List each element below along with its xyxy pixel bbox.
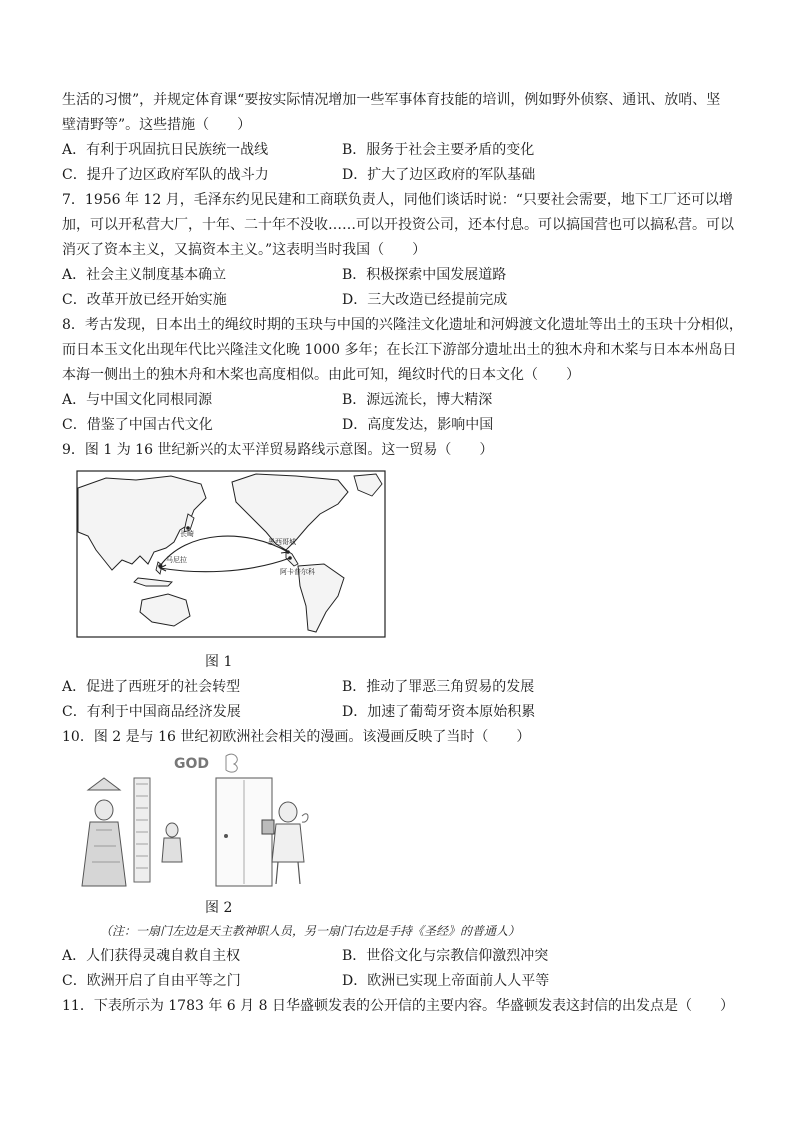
q10-option-c[interactable]: C．欧洲开启了自由平等之门	[62, 973, 241, 989]
pacific-trade-route-map	[76, 470, 386, 638]
small-figure-head	[166, 823, 178, 837]
q7-option-d[interactable]: D．三大改造已经提前完成	[342, 292, 508, 308]
q10-stem-line-1: 10．图 2 是与 16 世纪初欧洲社会相关的漫画。该漫画反映了当时（ ）	[62, 729, 531, 745]
clergy-mitre-icon	[88, 778, 120, 790]
map-label-manila: 马尼拉	[166, 556, 187, 564]
commoner-body	[272, 824, 304, 862]
q6-stem-line-2: 壁清野等”。这些措施（ ）	[62, 117, 252, 133]
clergy-robe	[82, 822, 126, 886]
q11-stem-line-1: 11．下表所示为 1783 年 6 月 8 日华盛顿发表的公开信的主要内容。华盛顿发表这封信的出发点是（ ）	[62, 998, 734, 1014]
q7-option-a[interactable]: A．社会主义制度基本确立	[62, 267, 227, 283]
commoner-head	[279, 802, 297, 822]
q9-option-a[interactable]: A．促进了西班牙的社会转型	[62, 679, 241, 695]
q10-option-d[interactable]: D．欧洲已实现上帝面前人人平等	[342, 973, 550, 989]
decorative-scroll-icon	[226, 754, 237, 772]
left-door-pillar	[134, 778, 150, 882]
commoner-wing-icon	[302, 814, 308, 822]
map-label-mexico-city: 墨西哥城	[268, 538, 296, 546]
mexico-city-marker	[286, 550, 290, 554]
map-label-acapulco: 阿卡普尔科	[280, 568, 315, 576]
q10-option-a[interactable]: A．人们获得灵魂自救自主权	[62, 948, 241, 964]
q7-stem-line-1: 7．1956 年 12 月，毛泽东约见民建和工商联负责人，同他们谈话时说：“只要社会需要，地下工厂还可以增	[62, 192, 733, 208]
q8-option-a[interactable]: A．与中国文化同根同源	[62, 392, 213, 408]
q7-option-b[interactable]: B．积极探索中国发展道路	[342, 267, 507, 283]
q8-option-d[interactable]: D．高度发达，影响中国	[342, 417, 494, 433]
q8-stem-line-1: 8．考古发现，日本出土的绳纹时期的玉玦与中国的兴隆洼文化遗址和河姆渡文化遗址等出土的玉玦十分相似，	[62, 317, 743, 333]
q6-option-a[interactable]: A．有利于巩固抗日民族统一战线	[62, 142, 269, 158]
map-label-nagasaki: 长崎	[180, 530, 194, 538]
small-figure-body	[162, 838, 182, 862]
q6-stem-line-1: 生活的习惯”，并规定体育课“要按实际情况增加一些军事体育技能的培训，例如野外侦察、通讯、放哨、坚	[62, 92, 721, 108]
q10-option-b[interactable]: B．世俗文化与宗教信仰激烈冲突	[342, 948, 549, 964]
bible-book-icon	[262, 820, 274, 834]
q8-stem-line-2: 而日本玉文化出现年代比兴隆洼文化晚 1000 多年；在长江下游部分遗址出土的独木舟和木桨与日本本州岛日	[62, 342, 737, 358]
q6-option-d[interactable]: D．扩大了边区政府的军队基础	[342, 167, 536, 183]
q7-option-c[interactable]: C．改革开放已经开始实施	[62, 292, 227, 308]
reformation-cartoon	[76, 750, 310, 890]
q9-option-c[interactable]: C．有利于中国商品经济发展	[62, 704, 241, 720]
q9-stem-line-1: 9．图 1 为 16 世纪新兴的太平洋贸易路线示意图。这一贸易（ ）	[62, 442, 494, 458]
manila-marker	[158, 564, 162, 568]
acapulco-marker	[288, 556, 292, 560]
figure-2-note: （注：一扇门左边是天主教神职人员，另一扇门右边是手持《圣经》的普通人）	[100, 924, 521, 938]
q6-option-c[interactable]: C．提升了边区政府军队的战斗力	[62, 167, 269, 183]
q7-stem-line-2: 加，可以开私营大厂，十年、二十年不没收……可以开投资公司，还本付息。可以搞国营也可以搞私营。可以	[62, 217, 734, 233]
figure-1-caption: 图 1	[205, 654, 233, 670]
q8-option-c[interactable]: C．借鉴了中国古代文化	[62, 417, 213, 433]
god-sign-text: GOD	[174, 756, 210, 772]
q8-option-b[interactable]: B．源远流长，博大精深	[342, 392, 493, 408]
clergy-head	[95, 800, 113, 820]
figure-2-caption: 图 2	[205, 900, 233, 916]
q7-stem-line-3: 消灭了资本主义，又搞资本主义。”这表明当时我国（ ）	[62, 242, 427, 258]
door-knob-icon	[224, 834, 228, 838]
q6-option-b[interactable]: B．服务于社会主要矛盾的变化	[342, 142, 535, 158]
q9-option-d[interactable]: D．加速了葡萄牙资本原始积累	[342, 704, 536, 720]
q8-stem-line-3: 本海一侧出土的独木舟和木桨也高度相似。由此可知，绳纹时代的日本文化（ ）	[62, 367, 580, 383]
q9-option-b[interactable]: B．推动了罪恶三角贸易的发展	[342, 679, 535, 695]
